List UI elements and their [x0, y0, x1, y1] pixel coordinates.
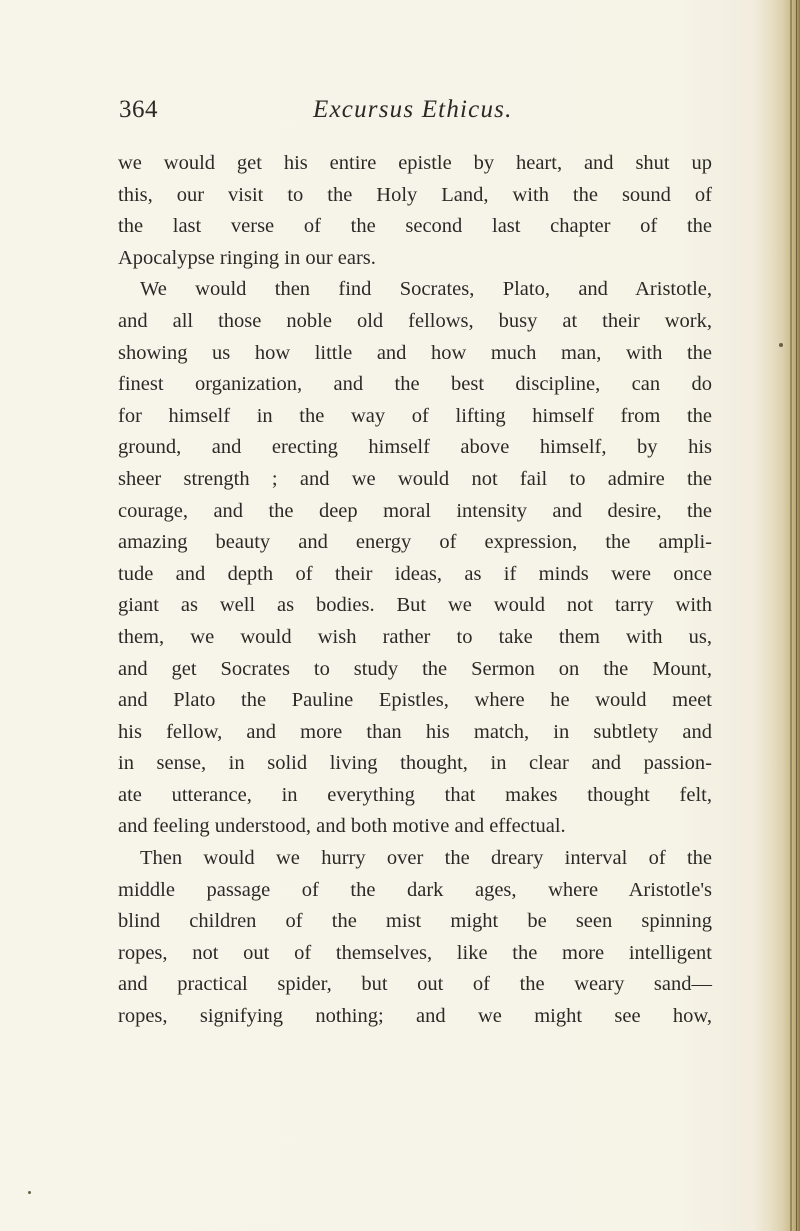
text-line: we would get his entire epistle by heart, and shut up	[118, 152, 712, 174]
page-header	[119, 96, 719, 136]
text-line: amazing beauty and energy of expression, the ampli-	[118, 531, 712, 554]
text-line: Then would we hurry over the dreary interval of the	[140, 847, 712, 870]
text-line: ropes, not out of themselves, like the more intelligent	[118, 941, 712, 964]
text-line: ground, and erecting himself above himself, by his	[118, 436, 712, 459]
text-line: ropes, signifying nothing; and we might see how,	[118, 1005, 712, 1028]
text-line: ate utterance, in everything that makes thought felt,	[118, 783, 712, 806]
text-line: and feeling understood, and both motive and effectual.	[118, 815, 566, 838]
running-head: Excursus Ethicus.	[313, 96, 513, 123]
text-line: and all those noble old fellows, busy at their work,	[118, 309, 712, 332]
text-line: finest organization, and the best discipline, can do	[118, 373, 712, 396]
text-line: his fellow, and more than his match, in subtlety and	[118, 720, 712, 743]
text-line: tude and depth of their ideas, as if minds were once	[118, 562, 712, 585]
text-line: and Plato the Pauline Epistles, where he would meet	[118, 689, 712, 712]
text-line: courage, and the deep moral intensity and desire, the	[118, 499, 712, 522]
text-line: sheer strength ; and we would not fail to admire the	[118, 467, 712, 490]
page-edge-outer-line	[796, 0, 797, 1231]
page-edge-line	[790, 0, 792, 1231]
ink-speck	[779, 343, 783, 347]
text-line: for himself in the way of lifting himself from the	[118, 404, 712, 427]
text-line: middle passage of the dark ages, where Aristotle's	[118, 878, 712, 901]
text-line: in sense, in solid living thought, in clear and passion-	[118, 752, 712, 775]
text-line: and practical spider, but out of the weary sand—	[118, 973, 712, 996]
ink-speck	[28, 1191, 31, 1194]
text-line: showing us how little and how much man, with the	[118, 341, 712, 364]
text-line: Apocalypse ringing in our ears.	[118, 246, 376, 269]
page-number: 364	[119, 96, 158, 123]
text-line: We would then find Socrates, Plato, and Aristotle,	[140, 278, 712, 301]
text-line: giant as well as bodies. But we would not tarry with	[118, 594, 712, 617]
page-edge	[754, 0, 800, 1231]
text-line: this, our visit to the Holy Land, with the sound of	[118, 183, 712, 206]
text-line: them, we would wish rather to take them with us,	[118, 625, 712, 648]
body-text	[118, 148, 712, 1033]
text-line: and get Socrates to study the Sermon on the Mount,	[118, 657, 712, 680]
text-line: the last verse of the second last chapter of the	[118, 215, 712, 238]
text-line: blind children of the mist might be seen spinning	[118, 910, 712, 933]
